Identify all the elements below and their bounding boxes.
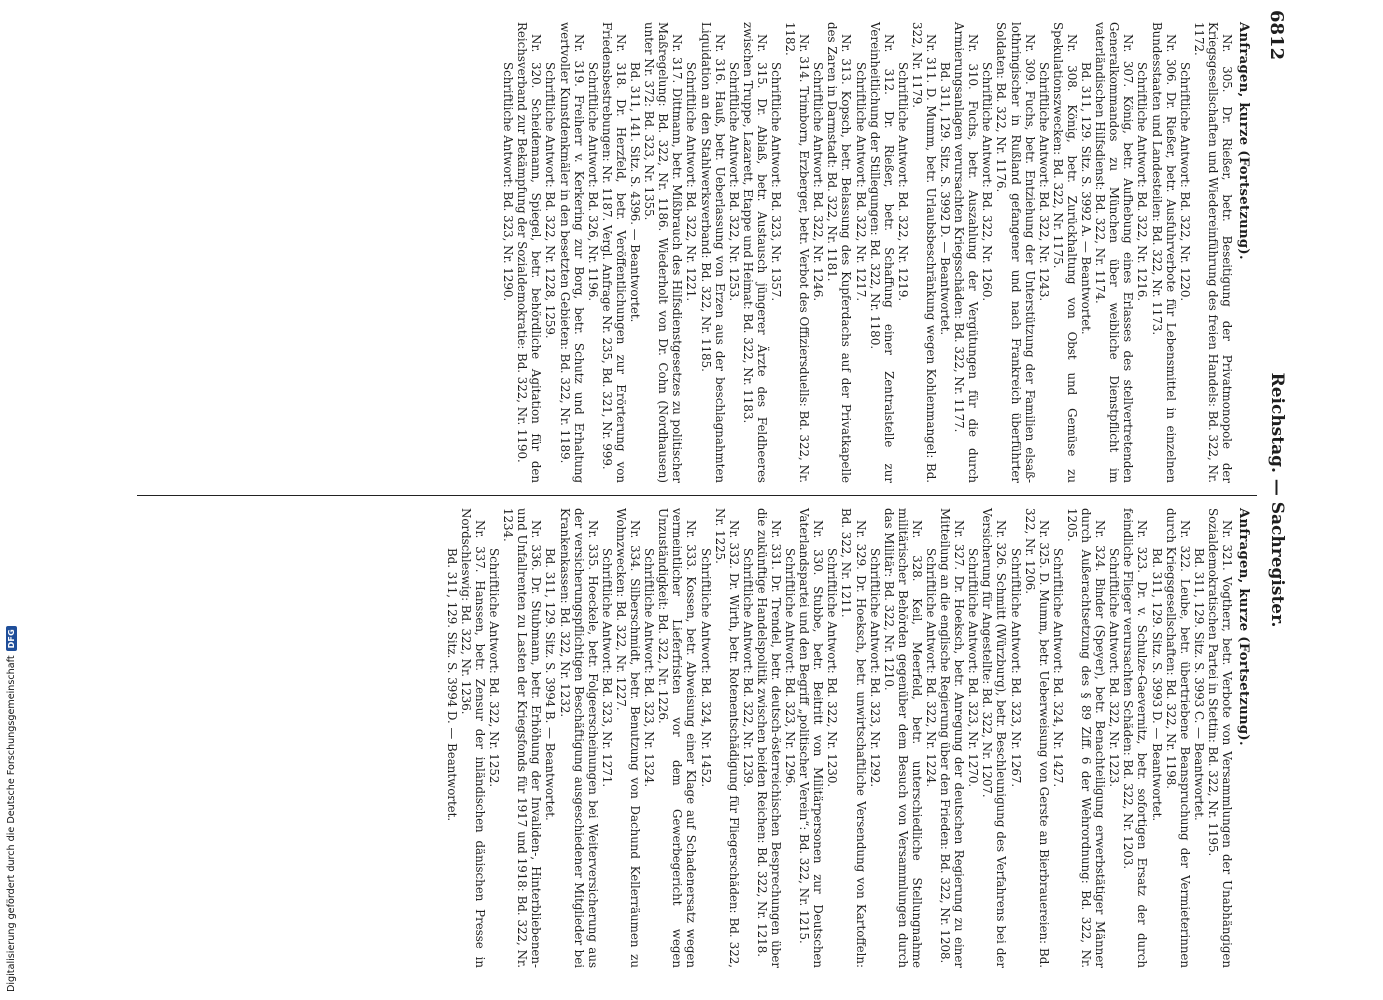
entry-answer: Schriftliche Antwort: Bd. 322, Nr. 1239.	[740, 548, 755, 788]
register-entry: Nr. 309. Fuchs, betr. Entziehung der Unterstützung der Familien elsaß-lothringischer in Rußland gefangener und nach Frankreich überführter Soldaten: Bd. 322, Nr. 1176.	[994, 22, 1037, 483]
entry-answer: Bd. 311, 129. Sitz. S. 3994 D. — Beantwortet.	[444, 548, 459, 822]
register-entry: Nr. 330. Stubbe, betr. Beitritt von Militärpersonen zur Deutschen Vaterlandspartei und den Begriff „politischer Verein“: Bd. 322, Nr. 1215.	[797, 508, 826, 968]
register-entry: Nr. 306. Dr. Rießer, betr. Ausfuhrverbote für Lebensmittel in einzelnen Bundesstaaten und Landesteilen: Bd. 322, Nr. 1173.	[1149, 22, 1178, 483]
register-entry: Nr. 331. Dr. Trendel, betr. deutsch-österreichischen Besprechungen über die zukünftige Handelspolitik zwischen beiden Reichen: Bd. 322, Nr. 1218.	[754, 508, 783, 968]
entry-answer: Schriftliche Antwort: Bd. 322, Nr. 1220.	[1177, 62, 1192, 302]
entry-answer: Schriftliche Antwort: Bd. 323, Nr. 1292.	[867, 548, 882, 788]
entry-answer: Bd. 311, 129. Sitz. S. 3993 C. — Beantwortet.	[1191, 548, 1206, 821]
entry-answer: Bd. 311, 129. Sitz. S. 3992 A. — Beantwortet.	[1079, 62, 1094, 335]
page-title: Reichstag. — Sachregister.	[1267, 372, 1287, 628]
entry-answer: Schriftliche Antwort: Bd. 322, Nr. 1252.	[487, 548, 502, 788]
entry-answer: Schriftliche Antwort: Bd. 322, Nr. 1228, 1259.	[543, 62, 558, 339]
entry-answer: Schriftliche Antwort: Bd. 323, Nr. 1324.	[642, 548, 657, 788]
entry-answer: Bd. 311, 129. Sitz. S. 3994 B. — Beantwortet.	[543, 548, 558, 821]
register-entry: Nr. 318. Dr. Herzfeld, betr. Veröffentlichungen zur Erörterung von Friedensbestrebungen: Nr. 1187. Vergl. Anfrage Nr. 235, Bd. 321, Nr. 999.	[599, 22, 628, 483]
entry-answer: Schriftliche Antwort: Bd. 323, Nr. 1357.	[769, 62, 783, 302]
register-entry: Nr. 335. Hoeckele, betr. Folgeerscheinungen bei Weiterversicherung aus der versicherungspflichtigen Beschäftigung ausgeschiedener Mitglieder bei Krankenkassen: Bd. 322, Nr. 1232.	[557, 508, 600, 968]
entry-answer: Schriftliche Antwort: Bd. 322, Nr. 1224.	[924, 548, 939, 788]
entry-answer: Schriftliche Antwort: Bd. 323, Nr. 1271.	[599, 548, 614, 788]
register-entry: Nr. 320. Scheidemann, Spiegel, betr. behördliche Agitation für den Reichsverband zur Bekämpfung der Sozialdemokratie: Bd. 322, Nr. 1190.	[515, 22, 544, 483]
section-heading: Anfragen, kurze (Fortsetzung).	[1236, 508, 1251, 746]
entry-answer: Schriftliche Antwort: Bd. 322, Nr. 1243.	[1036, 62, 1051, 302]
register-entry: Nr. 328. Keil, Meerfeld, betr. unterschiedliche Stellungnahme militärischer Behörden gegenüber dem Besuch von Versammlungen durch das Militär: Bd. 322, Nr. 1210.	[881, 508, 924, 968]
register-entry: Nr. 319. Freiherr v. Kerkering zur Borg, betr. Schutz und Erhaltung wertvoller Kunstdenkmäler in den besetzten Gebieten: Bd. 322, Nr. 1189.	[557, 22, 586, 483]
entry-answer: Schriftliche Antwort: Bd. 324, Nr. 1427.	[1050, 548, 1065, 788]
register-entry: Nr. 307. König, betr. Aufhebung eines Erlasses des stellvertretenden Generalkommandos zu München über weibliche Dienstpflicht im vaterländischen Hilfsdienst: Bd. 322, Nr. 1174.	[1093, 22, 1136, 483]
entry-answer: Schriftliche Antwort: Bd. 322, Nr. 1223.	[1107, 548, 1122, 788]
register-entry: Nr. 329. Dr. Hoeksch, betr. unwirtschaftliche Versendung von Kartoffeln: Bd. 322, Nr. 1211.	[839, 508, 868, 968]
register-entry: Nr. 314. Trimborn, Erzberger, betr. Verbot des Offiziersduells: Bd. 322, Nr. 1182.	[783, 22, 812, 483]
register-entry: Nr. 312. Dr. Rießer, betr. Schaffung einer Zentralstelle zur Vereinheitlichung der Stillegungen: Bd. 322, Nr. 1180.	[867, 22, 896, 483]
entry-answer: Schriftliche Antwort: Bd. 322, Nr. 1230.	[825, 548, 840, 788]
entry-answer: Schriftliche Antwort: Bd. 322, Nr. 1219.	[895, 62, 910, 302]
entry-answer: Bd. 311, 141. Sitz. S. 4396. — Beantwortet.	[628, 62, 643, 323]
running-head	[1257, 10, 1287, 990]
page-number: 6812	[1266, 10, 1287, 61]
register-entry: Nr. 311. D. Mumm, betr. Urlaubsbeschränkung wegen Kohlenmangel: Bd. 322, Nr. 1179.	[909, 22, 939, 483]
entry-answer: Schriftliche Antwort: Bd. 326, Nr. 1196.	[585, 62, 600, 302]
register-entry: Nr. 316. Hauß, betr. Ueberlassung von Erzen aus der beschlagnahmten Liquidation an den Stahlwerksverband: Bd. 322, Nr. 1185.	[698, 22, 727, 483]
left-column	[137, 10, 1257, 495]
register-entry: Nr. 315. Dr. Ablaß, betr. Austausch jüngerer Ärzte des Feldheeres zwischen Truppe, Lazarett, Etappe und Heimat: Bd. 322, Nr. 1183.	[740, 22, 769, 483]
right-column	[137, 495, 1257, 980]
entry-answer: Schriftliche Antwort: Bd. 323, Nr. 1290.	[501, 62, 516, 302]
register-entry: Nr. 336. Dr. Stubmann, betr. Erhöhung der Invaliden-, Hinterbliebenen- und Unfallrenten zu Lasten der Kriegsfonds für 1917 und 1918: Bd. 322, Nr. 1234.	[501, 508, 544, 968]
entry-answer: Schriftliche Antwort: Bd. 323, Nr. 1270.	[966, 548, 981, 788]
two-column-body	[137, 10, 1257, 990]
digitization-credit	[6, 7, 18, 992]
entry-answer: Bd. 311, 129. Sitz. S. 3993 D. — Beantwortet.	[1149, 548, 1164, 822]
register-entry: Nr. 305. Dr. Rießer, betr. Beseitigung der Privatmonopole der Kriegsgesellschaften und Wiedereinführung des freien Handels: Bd. 322, Nr. 1172.	[1191, 22, 1234, 483]
register-entry: Nr. 337. Hanssen, betr. Zensur der inländischen dänischen Presse in Nordschleswig: Bd. 322, Nr. 1236.	[458, 508, 488, 968]
entry-answer: Schriftliche Antwort: Bd. 323, Nr. 1267.	[1008, 548, 1023, 788]
entry-answer: Schriftliche Antwort: Bd. 322, Nr. 1217.	[853, 62, 868, 302]
credit-text: Digitalisierung gefördert durch die Deutsche Forschungsgemeinschaft	[6, 655, 17, 992]
register-entry: Nr. 333. Kossen, betr. Abweisung einer Klage auf Schadenersatz wegen vermeintlicher Lieferfristen vor dem Gewerbegericht wegen Unzuständigkeit: Bd. 322, Nr. 1226.	[656, 508, 699, 968]
register-entry: Nr. 332. Dr. Wirth, betr. Rotenentschädigung für Fliegerschäden: Bd. 322, Nr. 1225.	[712, 508, 741, 968]
register-entry: Nr. 323. Dr. v. Schulze-Gaevernitz, betr. sofortigen Ersatz der durch feindliche Flieger verursachten Schäden: Bd. 322, Nr. 1203.	[1121, 508, 1150, 968]
register-entry: Nr. 327. Dr. Hoeksch, betr. Anregung der deutschen Regierung zu einer Mitteilung an die englische Regierung über den Frieden: Bd. 322, Nr. 1208.	[938, 508, 967, 968]
scanned-page	[81, 0, 1291, 1000]
register-entry: Nr. 308. König, betr. Zurückhaltung von Obst und Gemüse zu Spekulationszwecken: Bd. 322, Nr. 1175.	[1050, 22, 1079, 483]
entry-answer: Schriftliche Antwort: Bd. 322, Nr. 1216.	[1135, 62, 1150, 302]
register-entry: Nr. 310. Fuchs, betr. Auszahlung der Vergütungen für die durch Armierungsanlagen verursachten Kriegsschäden: Bd. 322, Nr. 1177.	[952, 22, 981, 483]
section-heading: Anfragen, kurze (Fortsetzung).	[1236, 22, 1251, 260]
register-entry: Nr. 324. Binder (Speyer), betr. Benachteiligung erwerbstätiger Männer durch Außerachtsetzung des § 89 Ziff. 6 der Wehrordnung: Bd. 322, Nr. 1205.	[1064, 508, 1108, 968]
register-entry: Nr. 321. Vogtherr, betr. Verbote von Versammlungen der Unabhängigen Sozialdemokratischen Partei in Stettin: Bd. 322, Nr. 1195.	[1205, 508, 1234, 968]
register-entry: Nr. 334. Silberschmidt, betr. Benutzung von Dachund Kellerräumen zu Wohnzwecken: Bd. 322, Nr. 1227.	[613, 508, 643, 968]
entry-answer: Schriftliche Antwort: Bd. 322, Nr. 1221.	[684, 62, 699, 302]
dfg-logo: DFG	[6, 626, 17, 651]
entry-answer: Schriftliche Antwort: Bd. 322, Nr. 1260.	[980, 62, 995, 302]
register-entry: Nr. 325. D. Mumm, betr. Ueberweisung von Gerste an Bierbrauereien: Bd. 322, Nr. 1206.	[1022, 508, 1051, 968]
entry-answer: Schriftliche Antwort: Bd. 323, Nr. 1296.	[783, 548, 798, 788]
register-entry: Nr. 322. Leube, betr. übertriebene Beanspruchung der Vermieterinnen durch Kriegsgesellschaften: Bd. 322, Nr. 1198.	[1163, 508, 1192, 968]
entry-answer: Bd. 311, 129. Sitz. S. 3992 D. — Beantwortet.	[938, 62, 953, 336]
register-entry: Nr. 317. Dittmann, betr. Mißbrauch des Hilfsdienstgesetzes zu politischer Maßregelung: Bd. 322, Nr. 1186. Wiederholt von Dr. Cohn (Nordhausen) unter Nr. 372: Bd. 323, Nr. 1355.	[642, 22, 685, 483]
entry-answer: Schriftliche Antwort: Bd. 322, Nr. 1253.	[726, 62, 741, 302]
entry-answer: Schriftliche Antwort: Bd. 322, Nr. 1246.	[811, 62, 826, 302]
register-entry: Nr. 326. Schmitt (Würzburg), betr. Beschleunigung des Verfahrens bei der Versicherung für Angestellte: Bd. 322, Nr. 1207.	[980, 508, 1009, 968]
register-entry: Nr. 313. Kopsch, betr. Belassung des Kupferdachs auf der Privatkapelle des Zaren in Darmstadt: Bd. 322, Nr. 1181.	[825, 22, 854, 483]
entry-answer: Schriftliche Antwort: Bd. 324, Nr. 1452.	[698, 548, 713, 788]
